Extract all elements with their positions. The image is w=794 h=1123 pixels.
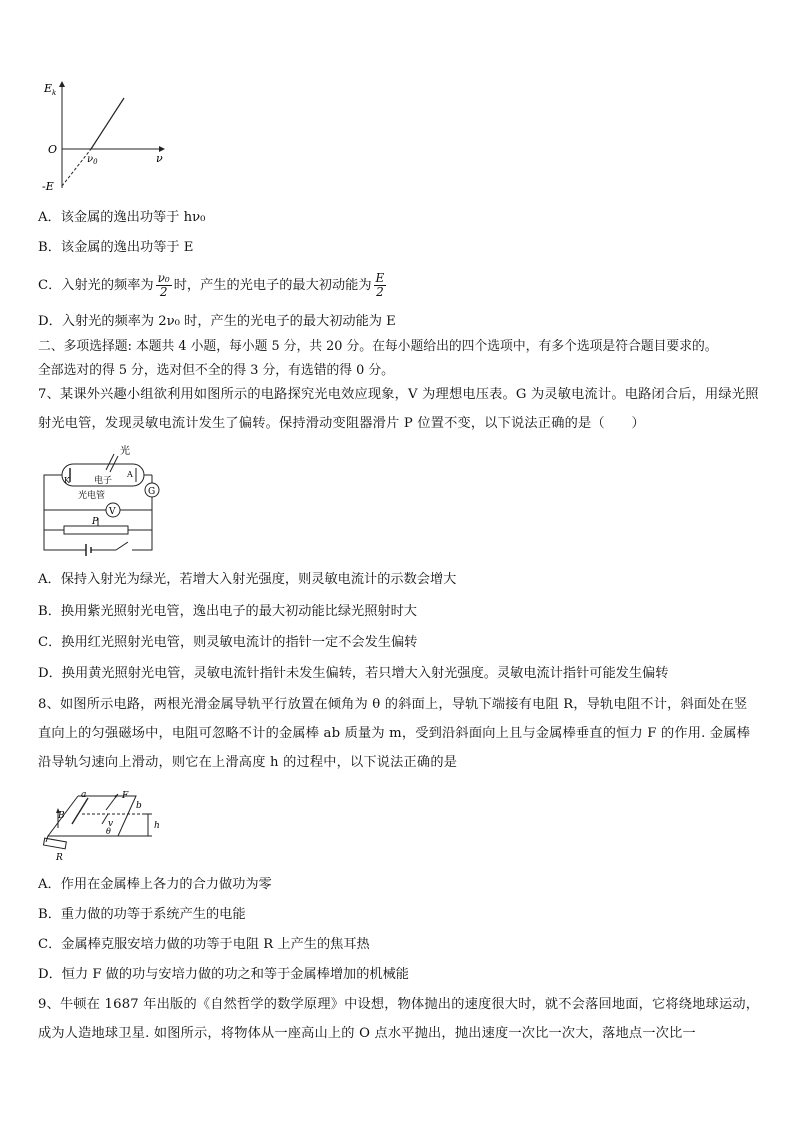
q8-option-b: B．重力做的功等于系统产生的电能 [38, 907, 246, 922]
svg-text:a: a [81, 790, 87, 800]
rheostat [64, 526, 128, 534]
svg-text:G: G [148, 487, 156, 497]
q7-option-c: C．换用红光照射光电管，则灵敏电流计的指针一定不会发生偏转 [38, 635, 418, 650]
q7-stem: 7、某课外兴趣小组欲利用如图所示的电路探究光电效应现象，V 为理想电压表。G 为灵敏电流计。电路闭合后，用绿光照射光电管，发现灵敏电流计发生了偏转。保持滑动变阻器滑片 P 位置不变，以下说法正确的是（ ） [38, 387, 759, 431]
svg-text:光电管: 光电管 [78, 491, 106, 501]
photoelectric-circuit-figure [36, 440, 176, 560]
q6-option-c: C．入射光的频率为 $\frac{\text{ν₀}}{2}$ 时，产生的光电子的最大初动能为 $\frac{E}{2}$ [38, 271, 385, 299]
light-label: 光 [120, 446, 130, 457]
svg-text:R: R [56, 853, 63, 863]
svg-text:F: F [122, 791, 129, 801]
ek-line [91, 98, 124, 149]
y-axis-label: $E_k$ [44, 82, 57, 97]
q8-stem: 8、如图所示电路，两根光滑金属导轨平行放置在倾角为 θ 的斜面上，导轨下端接有电阻 R，导轨电阻不计，斜面处在竖直向上的匀强磁场中，电阻可忽略不计的金属棒 ab 质量为 m，受到沿斜面向上且与金属棒垂直的恒力 F 的作用. 金属棒沿导轨匀速向上滑动，则它在上滑高度 h 的过程中，以下说法正确的是 [38, 697, 751, 770]
q9-stem: 9、牛顿在 1687 年出版的《自然哲学的数学原理》中设想，物体抛出的速度很大时，就不会落回地面，它将绕地球运动，成为人造地球卫星. 如图所示，将物体从一座高山上的 O 点水平抛出，抛出速度一次比一次大，落地点一次比一 [38, 997, 760, 1041]
q6-option-a: A．该金属的逸出功等于 hν₀ [38, 210, 206, 225]
svg-text:b: b [136, 801, 142, 811]
q6-option-b: B．该金属的逸出功等于 E [38, 240, 194, 255]
svg-text:V: V [109, 507, 116, 517]
svg-text:K: K [64, 476, 70, 485]
fraction-e-over-2: $\frac{E}{2}$ [375, 271, 385, 299]
q8-option-a: A．作用在金属棒上各力的合力做功为零 [38, 877, 272, 892]
svg-text:电子: 电子 [94, 476, 113, 486]
svg-text:v: v [108, 819, 114, 829]
section-2-line-2: 全部选对的得 5 分，选对但不全的得 3 分，有选错的得 0 分。 [38, 363, 394, 378]
rod-ab [72, 798, 88, 824]
q7-option-b: B．换用紫光照射光电管，逸出电子的最大初动能比绿光照射时大 [38, 604, 417, 619]
fraction-nu0-over-2: $\frac{\text{ν₀}}{2}$ [157, 271, 170, 299]
svg-text:θ: θ [106, 827, 111, 836]
x-axis-label: ν [156, 152, 163, 165]
section-2-line-1: 二、多项选择题: 本题共 4 小题，每小题 5 分，共 20 分。在每小题给出的四个选项中，有多个选项是符合题目要求的。 [38, 339, 718, 354]
svg-text:P: P [92, 517, 99, 527]
q8-option-c: C．金属棒克服安培力做的功等于电阻 R 上产生的焦耳热 [38, 937, 370, 952]
neg-e-label: -E [42, 180, 54, 193]
svg-text:h: h [154, 821, 160, 831]
q8-option-d: D．恒力 F 做的功与安培力做的功之和等于金属棒增加的机械能 [38, 967, 409, 982]
svg-text:A: A [127, 470, 133, 479]
nu0-label: $\nu_0$ [87, 154, 98, 166]
incline-rail-figure [36, 788, 176, 868]
q7-option-a: A．保持入射光为绿光，若增大入射光强度，则灵敏电流计的示数会增大 [38, 572, 457, 587]
svg-text:B: B [58, 811, 65, 821]
origin-label: O [48, 143, 58, 156]
q7-option-d: D．换用黄光照射光电管，灵敏电流针指针未发生偏转，若只增大入射光强度。灵敏电流计指针可能发生偏转 [38, 666, 669, 681]
q6-option-d: D．入射光的频率为 2ν₀ 时，产生的光电子的最大初动能为 E [38, 314, 396, 329]
ek-nu-graph [36, 76, 176, 196]
